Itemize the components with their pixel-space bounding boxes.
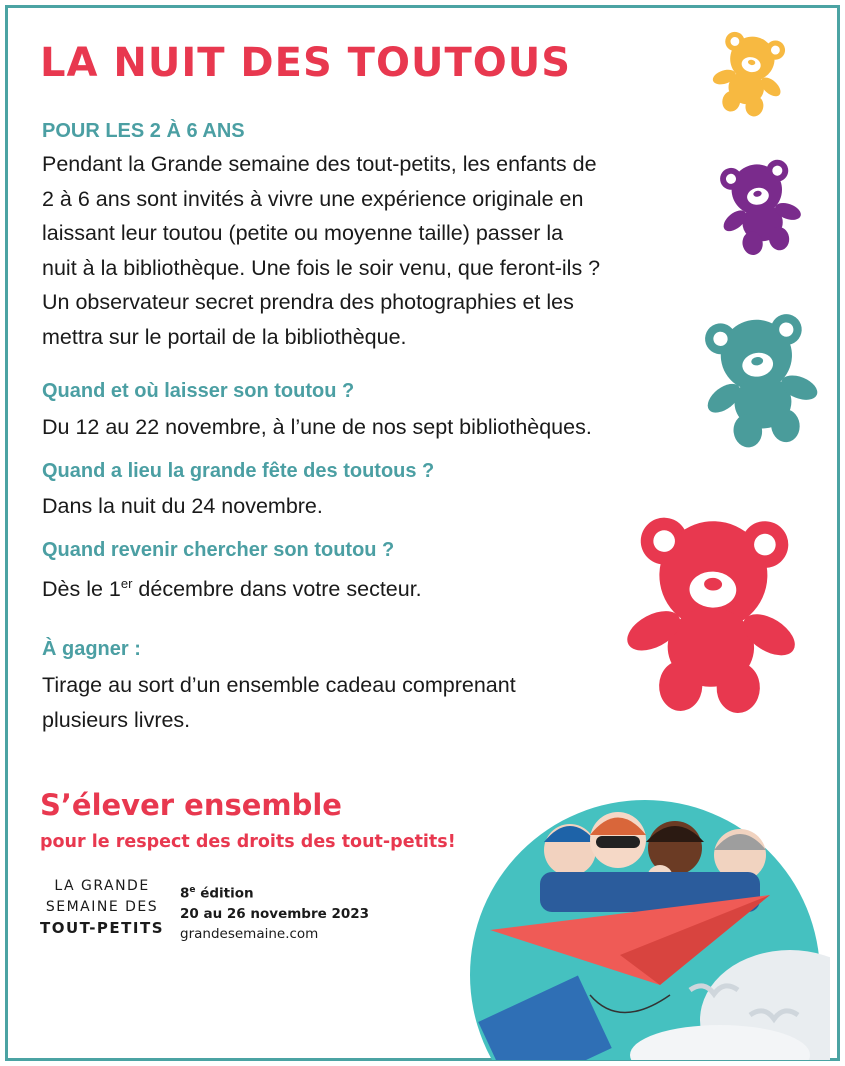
prize-line: plusieurs livres.: [42, 707, 191, 732]
ordinal-suffix: er: [120, 576, 133, 591]
q3-answer-end: décembre dans votre secteur.: [132, 577, 422, 602]
intro-line: 2 à 6 ans sont invités à vivre une expérience originale en: [42, 186, 584, 211]
prize-heading: À gagner :: [42, 638, 141, 660]
edition-info: [180, 880, 369, 944]
intro-line: Pendant la Grande semaine des tout-petits, les enfants de: [42, 152, 597, 176]
q3-answer: [42, 567, 702, 607]
q2-answer: Dans la nuit du 24 novembre.: [42, 494, 323, 518]
intro-line: mettra sur le portail de la bibliothèque.: [42, 324, 407, 349]
promo-title: S’élever ensemble: [40, 788, 342, 822]
event-logo: [40, 876, 164, 939]
prize-line: Tirage au sort d’un ensemble cadeau comprenant: [42, 673, 516, 697]
logo-line: LA GRANDE: [54, 878, 150, 894]
intro-paragraph: [42, 147, 702, 354]
promo-subtitle: pour le respect des droits des tout-petits!: [40, 832, 456, 852]
q1-answer: Du 12 au 22 novembre, à l’une de nos sept bibliothèques.: [42, 415, 592, 439]
event-website: grandesemaine.com: [180, 925, 319, 942]
q1-heading: Quand et où laisser son toutou ?: [42, 380, 355, 402]
edition-number: [180, 880, 369, 904]
event-dates: 20 au 26 novembre 2023: [180, 905, 370, 922]
q2-heading: Quand a lieu la grande fête des toutous ?: [42, 460, 435, 482]
intro-line: laissant leur toutou (petite ou moyenne taille) passer la: [42, 221, 564, 245]
bear-purple-icon: [718, 157, 802, 257]
children-paper-plane-illustration: [470, 780, 830, 1060]
edition-sup: e: [189, 885, 196, 895]
logo-line: SEMAINE DES: [45, 899, 159, 915]
bear-yellow-icon: [712, 30, 786, 118]
q3-answer-start: Dès le 1: [42, 577, 121, 602]
intro-line: nuit à la bibliothèque. Une fois le soir venu, que feront-ils ?: [42, 255, 601, 280]
edition-num: 8: [180, 885, 190, 902]
q3-heading: Quand revenir chercher son toutou ?: [42, 539, 395, 561]
page-title: LA NUIT DES TOUTOUS: [40, 40, 572, 86]
bear-teal-icon: [700, 310, 820, 450]
bear-red-icon: [622, 505, 802, 721]
edition-word: édition: [195, 885, 254, 902]
intro-line: Un observateur secret prendra des photographies et les: [42, 290, 574, 314]
logo-line: TOUT-PETITS: [40, 919, 165, 937]
age-heading: POUR LES 2 À 6 ANS: [42, 120, 245, 142]
prize-text: [42, 668, 702, 737]
